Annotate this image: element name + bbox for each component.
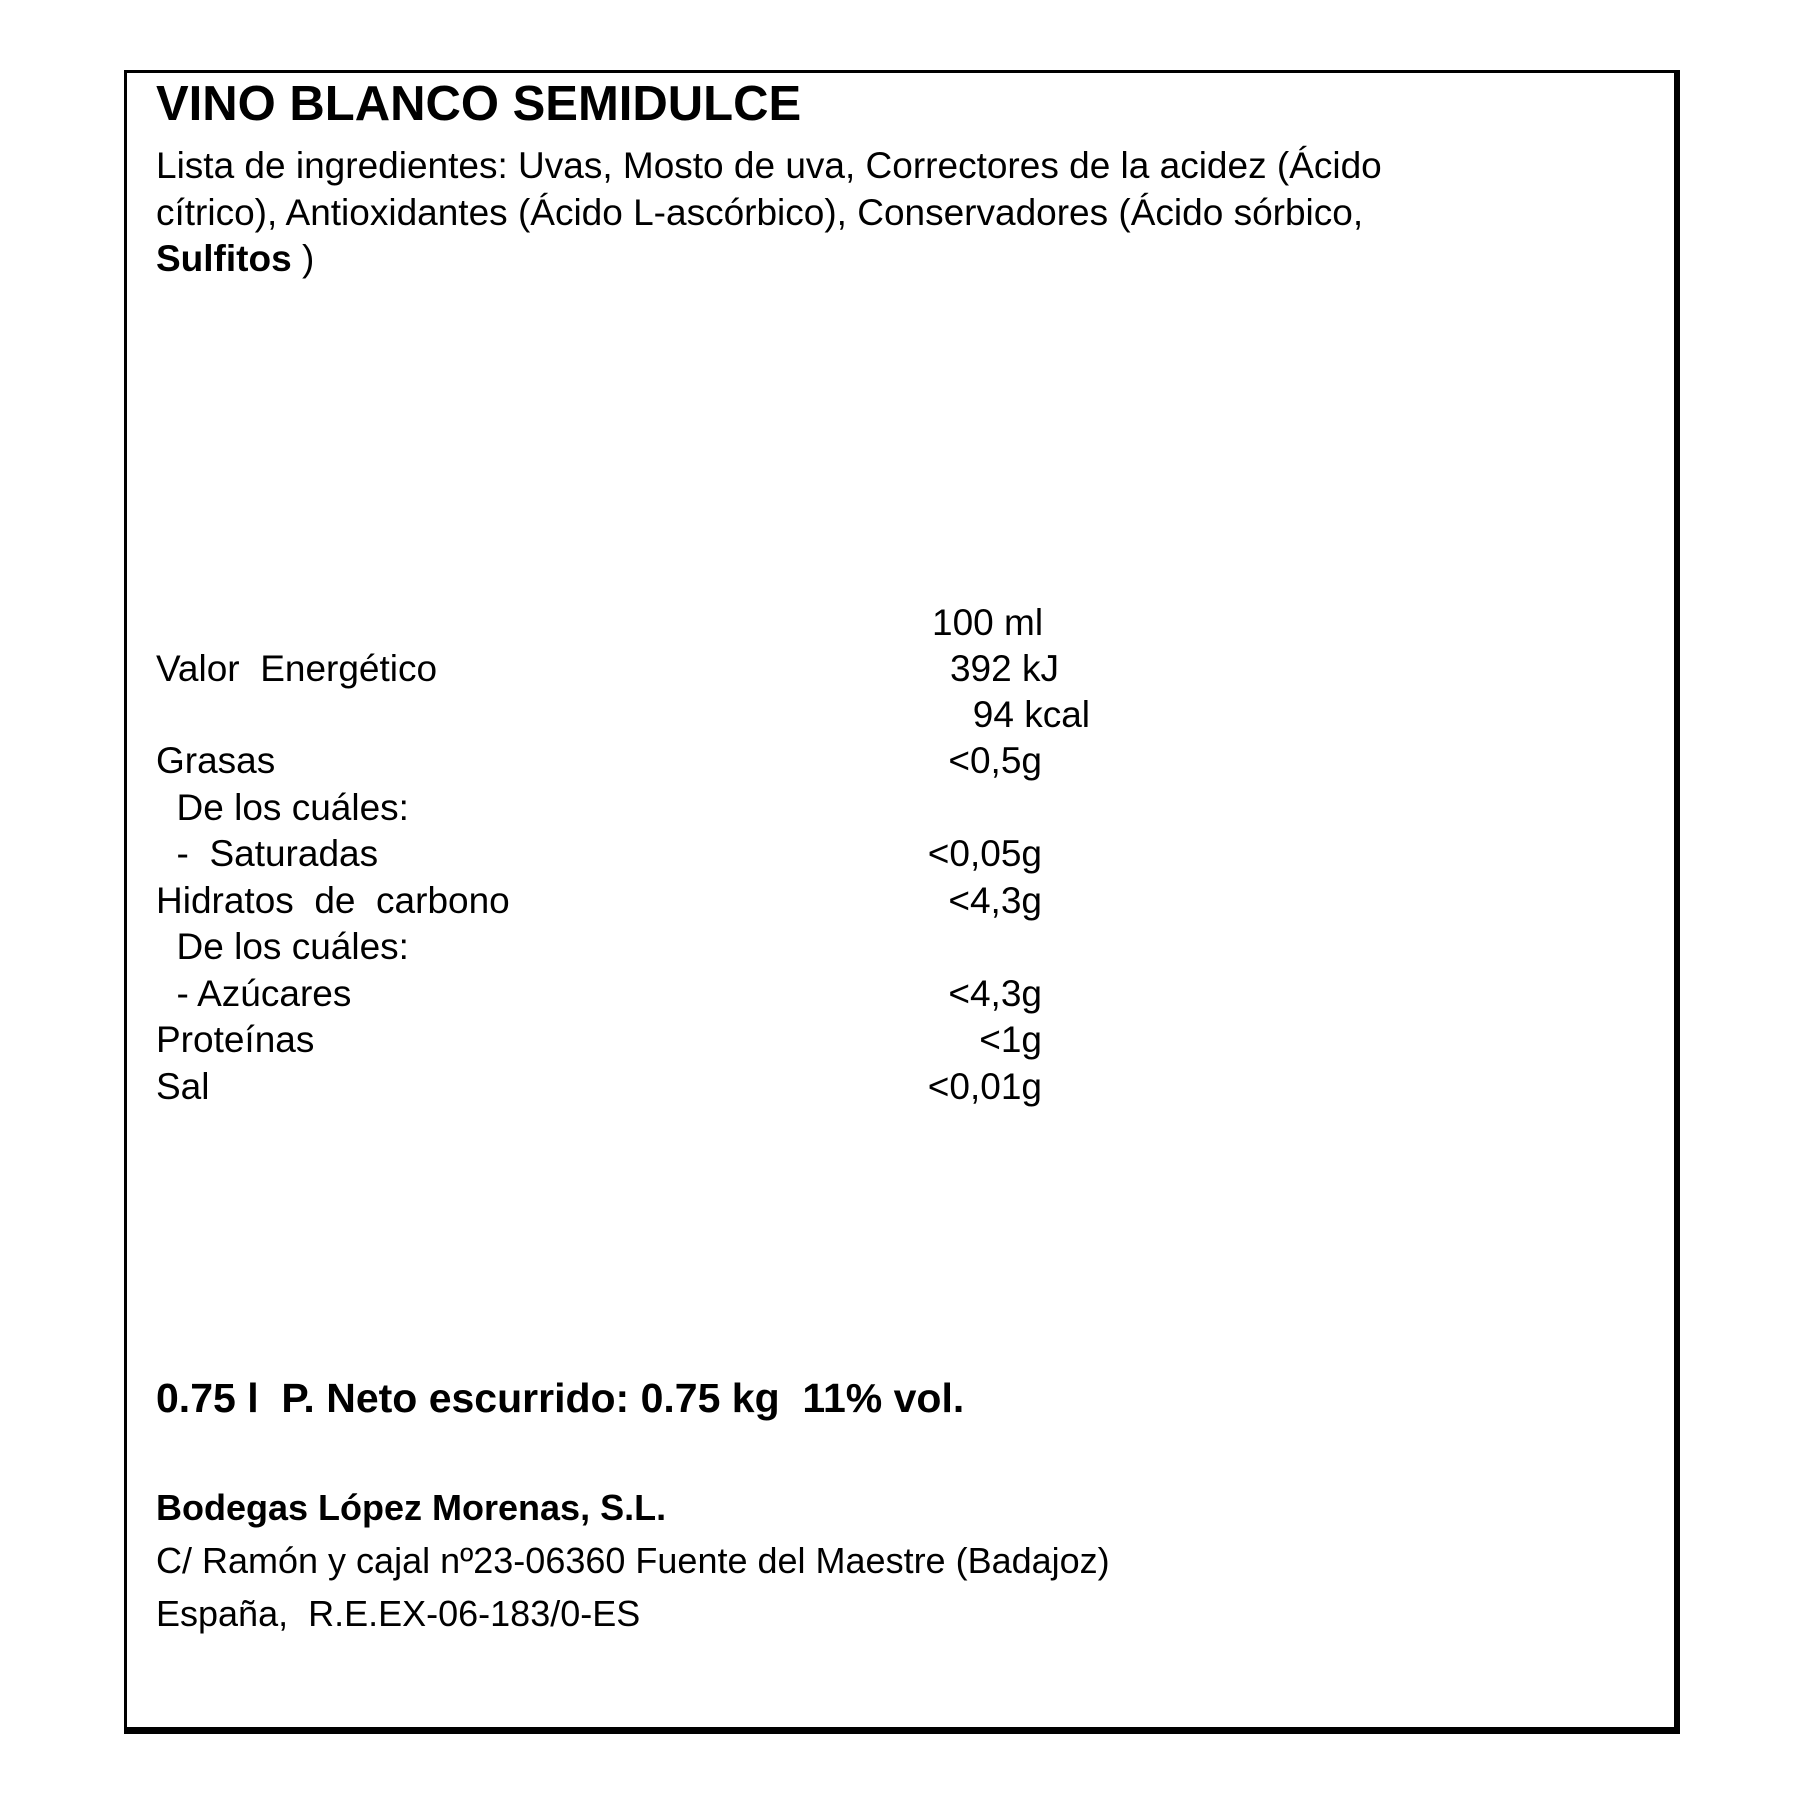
product-title: VINO BLANCO SEMIDULCE xyxy=(156,77,802,131)
company-registry: España, R.E.EX-06-183/0-ES xyxy=(156,1593,641,1634)
nutrition-label-proteinas: Proteínas xyxy=(156,1019,315,1060)
nutrition-label-grasas: Grasas xyxy=(156,740,276,781)
nutrition-value-kj: 392 kJ xyxy=(949,648,1059,689)
nutrition-label-energy: Valor Energético xyxy=(156,648,438,689)
ingredients-line-3 xyxy=(156,240,314,277)
nutrition-per-label: 100 ml xyxy=(932,602,1044,643)
nutrition-value-azucares: <4,3g xyxy=(948,973,1042,1014)
ingredients-line-1: Lista de ingredientes: Uvas, Mosto de uva, Correctores de la acidez (Ácido xyxy=(156,145,1382,186)
nutrition-value-saturadas: <0,05g xyxy=(927,833,1042,874)
ingredients-closing: ) xyxy=(291,238,315,279)
nutrition-value-proteinas: <1g xyxy=(979,1019,1042,1060)
allergen-sulfitos: Sulfitos xyxy=(156,238,292,279)
company-address: C/ Ramón y cajal nº23-06360 Fuente del Maestre (Badajoz) xyxy=(156,1540,1110,1581)
company-name: Bodegas López Morenas, S.L. xyxy=(156,1487,667,1528)
nutrition-label-azucares: - Azúcares xyxy=(156,973,352,1014)
ingredients-line-2: cítrico), Antioxidantes (Ácido L-ascórbico), Conservadores (Ácido sórbico, xyxy=(156,192,1364,233)
net-content-line: 0.75 l P. Neto escurrido: 0.75 kg 11% vol. xyxy=(156,1375,965,1421)
nutrition-value-kcal: 94 kcal xyxy=(972,694,1090,735)
nutrition-value-hidratos: <4,3g xyxy=(948,880,1042,921)
nutrition-label-hidratos: Hidratos de carbono xyxy=(156,880,510,921)
nutrition-label-saturadas: - Saturadas xyxy=(156,833,379,874)
nutrition-value-sal: <0,01g xyxy=(927,1066,1042,1107)
nutrition-label-de-los-cuales-1: De los cuáles: xyxy=(156,787,409,828)
nutrition-value-grasas: <0,5g xyxy=(948,740,1042,781)
nutrition-label-de-los-cuales-2: De los cuáles: xyxy=(156,926,409,967)
nutrition-label-sal: Sal xyxy=(156,1066,210,1107)
